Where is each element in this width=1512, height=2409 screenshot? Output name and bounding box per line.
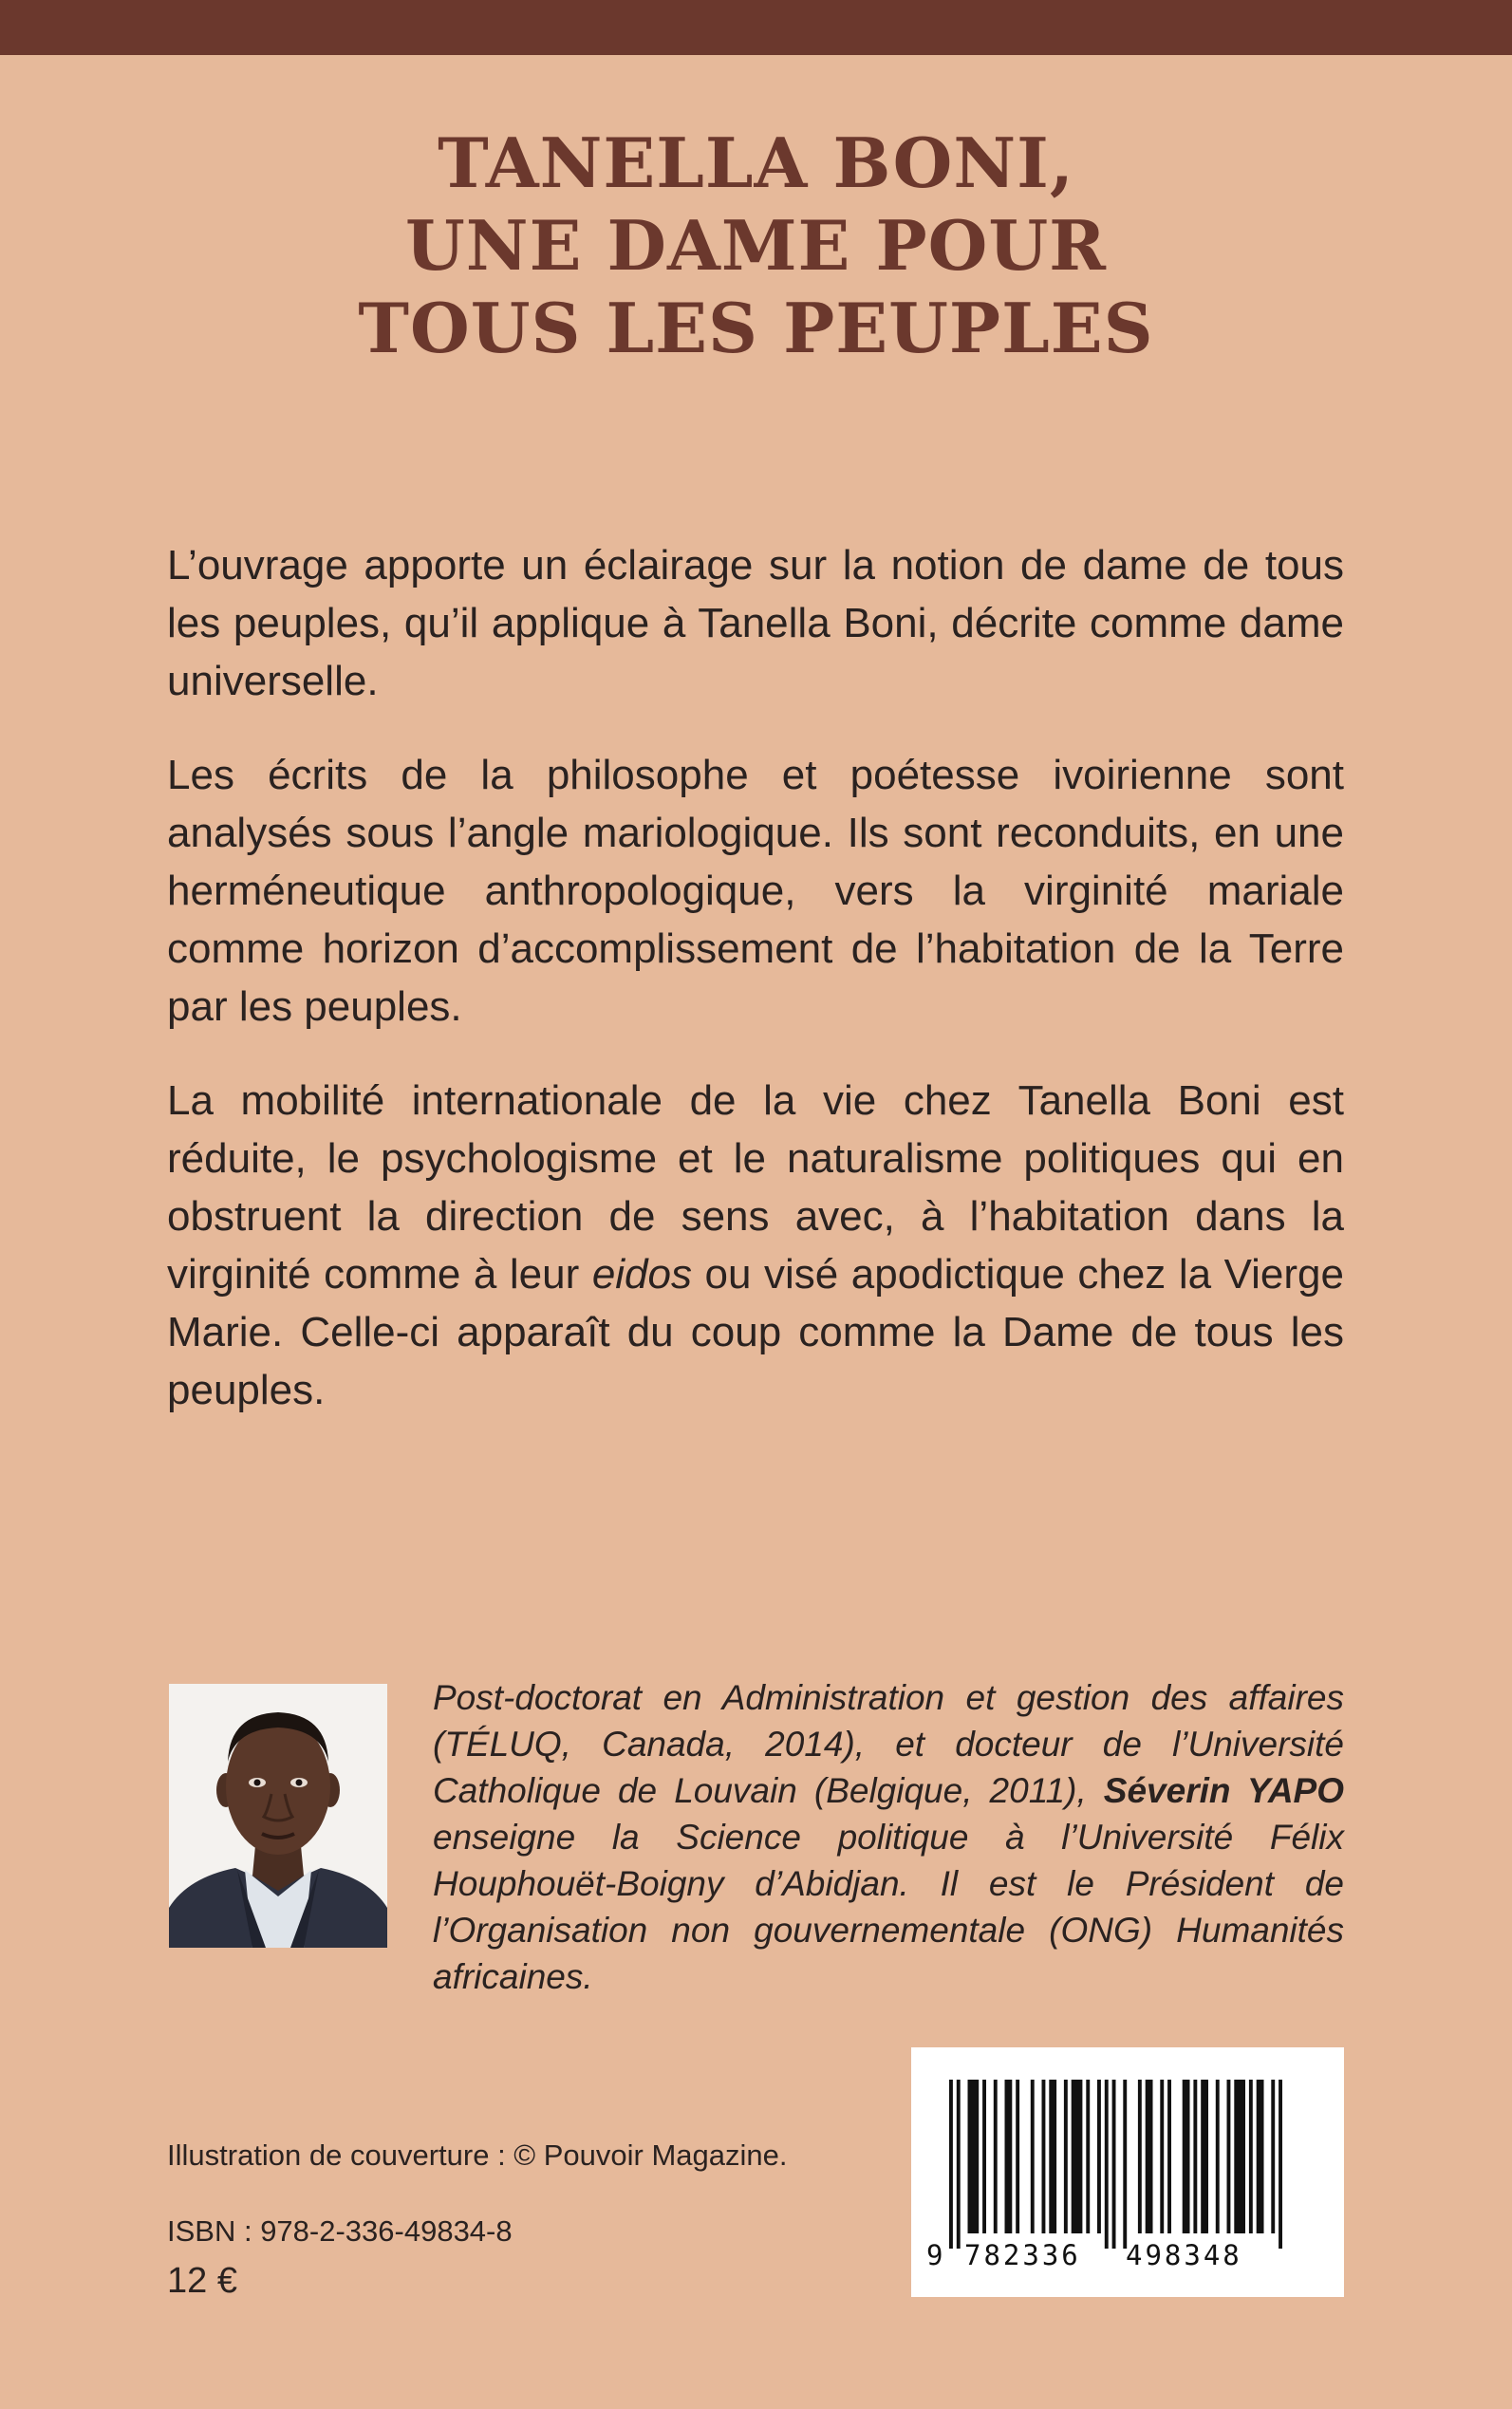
- barcode-bar: [1271, 2080, 1275, 2233]
- title-line-2: UNE DAME POUR: [405, 205, 1107, 286]
- synopsis: [167, 536, 1344, 1455]
- price: 12 €: [167, 2261, 237, 2301]
- cover-illustration-credit: Illustration de couverture : © Pouvoir Magazine.: [167, 2138, 788, 2172]
- isbn-barcode: [911, 2047, 1344, 2297]
- barcode-bar: [1193, 2080, 1197, 2233]
- barcode-bar: [1031, 2080, 1035, 2233]
- title-line-3: TOUS LES PEUPLES: [358, 288, 1154, 368]
- author-bio: [433, 1674, 1344, 2000]
- barcode-bar: [1016, 2080, 1019, 2233]
- barcode-bar: [1201, 2080, 1208, 2233]
- barcode-bar: [1123, 2080, 1127, 2249]
- barcode-bar: [1072, 2080, 1083, 2233]
- barcode-bar: [1105, 2080, 1109, 2249]
- barcode-bar: [982, 2080, 986, 2233]
- barcode-bar: [1064, 2080, 1068, 2233]
- barcode-bar: [1086, 2080, 1090, 2233]
- barcode-bar: [1097, 2080, 1101, 2233]
- synopsis-paragraph-3: [167, 1072, 1344, 1419]
- author-name: Séverin YAPO: [1103, 1771, 1344, 1810]
- barcode-bar: [1167, 2080, 1171, 2233]
- barcode-digits-left: 782336: [964, 2239, 1081, 2271]
- barcode-bar: [957, 2080, 961, 2249]
- barcode-bar: [1279, 2080, 1282, 2249]
- barcode-bar: [994, 2080, 998, 2233]
- synopsis-paragraph-3-start: La mobilité internationale de la vie chez Tanella Boni est réduite, le psychologisme et le naturalisme politiques qui en obstruent la direction de sens avec, à l’habitation dans la virginité comme à leur: [167, 1077, 1344, 1298]
- title-line-1: TANELLA BONI,: [438, 122, 1074, 203]
- barcode-bar: [1227, 2080, 1231, 2233]
- synopsis-paragraph-1: L’ouvrage apporte un éclairage sur la notion de dame de tous les peuples, qu’il applique à Tanella Boni, décrite comme dame universelle.: [167, 542, 1344, 704]
- barcode-digits-right: 498348: [1126, 2239, 1242, 2271]
- barcode-bar: [1257, 2080, 1264, 2233]
- author-photo: [169, 1684, 387, 1948]
- barcode-bar: [1005, 2080, 1013, 2233]
- synopsis-eidos-term: eidos: [591, 1251, 692, 1298]
- synopsis-paragraph-2: Les écrits de la philosophe et poétesse ivoirienne sont analysés sous l’angle mariologique. Ils sont reconduits, en une herméneutique anthropologique, vers la virginité mariale comme horizon d’accomplissement de l’habitation de la Terre par les peuples.: [167, 752, 1344, 1030]
- barcode-bar: [968, 2080, 980, 2233]
- barcode-bar: [1216, 2080, 1220, 2233]
- barcode-bar: [1112, 2080, 1116, 2249]
- barcode-bar: [1183, 2080, 1190, 2233]
- barcode-bars: [949, 2080, 1282, 2249]
- author-bio-start: Post-doctorat en Administration et gestion des affaires (TÉLUQ, Canada, 2014), et docteur de l’Université Catholique de Louvain (Belgique, 2011),: [433, 1678, 1344, 1810]
- isbn-number: ISBN : 978-2-336-49834-8: [167, 2214, 513, 2248]
- top-color-band: [0, 0, 1512, 55]
- synopsis-paragraph-3-end: ou visé apodictique chez la Vierge Marie. Celle-ci apparaît du coup comme la Dame de tous les peuples.: [167, 1251, 1344, 1413]
- author-bio-end: enseigne la Science politique à l’Université Félix Houphouët-Boigny d’Abidjan. Il est le Président de l’Organisation non gouvernementale (ONG) Humanités africaines.: [433, 1818, 1344, 1996]
- barcode-bar: [1146, 2080, 1153, 2233]
- barcode-digits-prefix: 9: [926, 2239, 943, 2271]
- barcode-bar: [1049, 2080, 1056, 2233]
- barcode-bar: [949, 2080, 953, 2249]
- barcode-bar: [1138, 2080, 1142, 2233]
- barcode-bar: [1042, 2080, 1046, 2233]
- barcode-bar: [1249, 2080, 1253, 2233]
- book-title: [0, 121, 1512, 369]
- barcode-bar: [1234, 2080, 1245, 2233]
- barcode-bar: [1160, 2080, 1164, 2233]
